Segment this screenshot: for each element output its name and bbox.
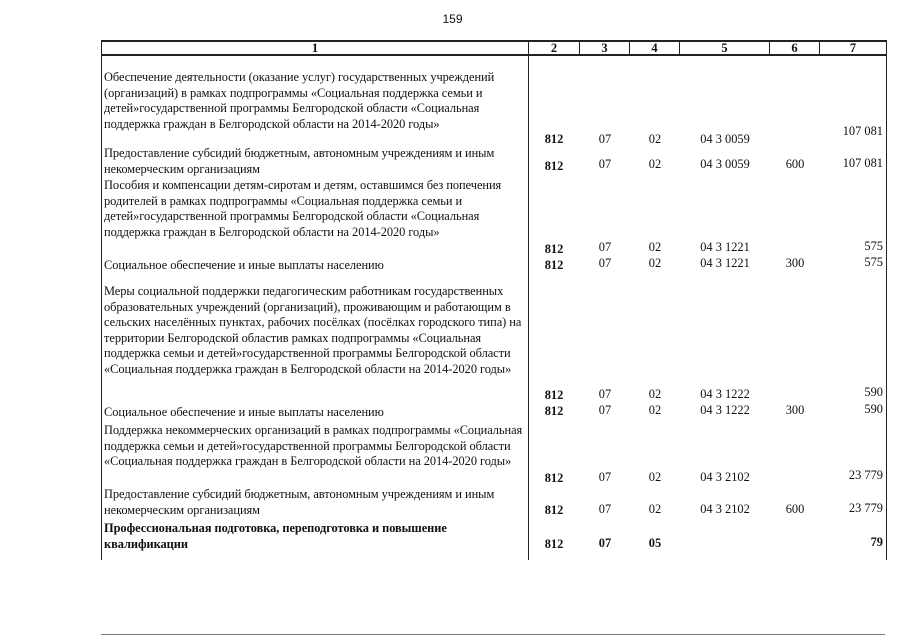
header-col-3: 3	[580, 42, 630, 54]
cell-subsection: 02	[648, 502, 662, 516]
cell-grbs: 812	[544, 258, 564, 272]
row-description: Социальное обеспечение и иные выплаты населению	[104, 405, 384, 419]
cell-expense-type: 300	[785, 256, 805, 270]
header-col-5: 5	[680, 42, 770, 54]
cell-target-article: 04 3 0059	[700, 157, 750, 171]
cell-amount: 23 779	[848, 501, 883, 515]
cell-target-article: 04 3 2102	[700, 470, 750, 484]
cell-target-article: 04 3 1221	[700, 240, 750, 254]
cell-subsection: 02	[648, 403, 662, 417]
cell-target-article: 04 3 1222	[700, 387, 750, 401]
row-description: Меры социальной поддержки педагогическим работникам государственных образовательных учреждений (организаций), проживающим и работающим в сельских населённых пунктах, рабочих посёлках (посёлках городского типа) на территории Белгородской областив рамках подпрограммы «Социальная поддержка семьи и детей»государственной программы Белгородской области «Социальная поддержка граждан в Белгородской области на 2014-2020 годы»	[104, 284, 522, 376]
row-description: Пособия и компенсации детям-сиротам и детям, оставшимся без попечения родителей в рамках подпрограммы «Социальная поддержка семьи и детей»государственной программы Белгородской области «Социальная поддержка граждан в Белгородской области на 2014-2020 годы»	[104, 178, 502, 239]
cell-expense-type: 600	[785, 157, 805, 171]
cell-subsection: 02	[648, 387, 662, 401]
cell-target-article: 04 3 0059	[700, 132, 750, 146]
row-description: Поддержка некоммерческих организаций в рамках подпрограммы «Социальная поддержка семьи и детей»государственной программы Белгородской области «Социальная поддержка граждан в Белгородской области на 2014-2020 годы»	[104, 423, 523, 469]
cell-section: 07	[598, 240, 612, 254]
cell-subsection: 02	[648, 157, 662, 171]
cell-target-article: 04 3 1221	[700, 256, 750, 270]
cell-section: 07	[598, 470, 612, 484]
header-col-7: 7	[849, 41, 857, 55]
row-description: Профессиональная подготовка, переподготовка и повышение квалификации	[104, 521, 447, 551]
header-col-2: 2	[529, 42, 580, 54]
cell-amount: 23 779	[848, 468, 883, 482]
cell-subsection: 05	[648, 536, 662, 550]
cell-amount: 107 081	[842, 124, 883, 138]
cell-amount: 575	[864, 255, 883, 269]
row-description: Обеспечение деятельности (оказание услуг) государственных учреждений (организаций) в рамках подпрограммы «Социальная поддержка семьи и детей»государственной программы Белгородской области «Социальная поддержка граждан в Белгородской области на 2014-2020 годы»	[104, 70, 495, 131]
row-description: Предоставление субсидий бюджетным, автономным учреждениям и иным некомерческим организациям	[104, 487, 495, 517]
row-description: Социальное обеспечение и иные выплаты населению	[104, 258, 384, 272]
table-header	[102, 40, 886, 56]
cell-section: 07	[598, 157, 612, 171]
cell-amount: 590	[864, 385, 883, 399]
cell-section: 07	[598, 502, 612, 516]
header-col-6: 6	[770, 42, 820, 54]
cell-amount: 79	[870, 535, 883, 549]
cell-subsection: 02	[648, 132, 662, 146]
cell-subsection: 02	[648, 240, 662, 254]
cell-subsection: 02	[648, 470, 662, 484]
cell-expense-type: 300	[785, 403, 805, 417]
budget-table	[101, 40, 887, 560]
cell-grbs: 812	[544, 503, 564, 517]
cell-section: 07	[598, 403, 612, 417]
cell-target-article: 04 3 1222	[700, 403, 750, 417]
cell-amount: 590	[864, 402, 883, 416]
cell-grbs: 812	[544, 537, 564, 551]
cell-subsection: 02	[648, 256, 662, 270]
row-description: Предоставление субсидий бюджетным, автономным учреждениям и иным некомерческим организациям	[104, 146, 495, 176]
cell-amount: 575	[864, 239, 883, 253]
cell-expense-type: 600	[785, 502, 805, 516]
cell-section: 07	[598, 536, 612, 550]
page-bottom-rule	[101, 634, 885, 635]
cell-grbs: 812	[544, 471, 564, 485]
cell-amount: 107 081	[842, 156, 883, 170]
header-col-4: 4	[630, 42, 680, 54]
cell-grbs: 812	[544, 388, 564, 402]
cell-grbs: 812	[544, 132, 564, 146]
cell-grbs: 812	[544, 242, 564, 256]
cell-section: 07	[598, 256, 612, 270]
cell-grbs: 812	[544, 404, 564, 418]
cell-grbs: 812	[544, 159, 564, 173]
header-col-1: 1	[102, 42, 529, 54]
cell-target-article: 04 3 2102	[700, 502, 750, 516]
cell-section: 07	[598, 132, 612, 146]
page-number: 159	[442, 12, 463, 26]
cell-section: 07	[598, 387, 612, 401]
